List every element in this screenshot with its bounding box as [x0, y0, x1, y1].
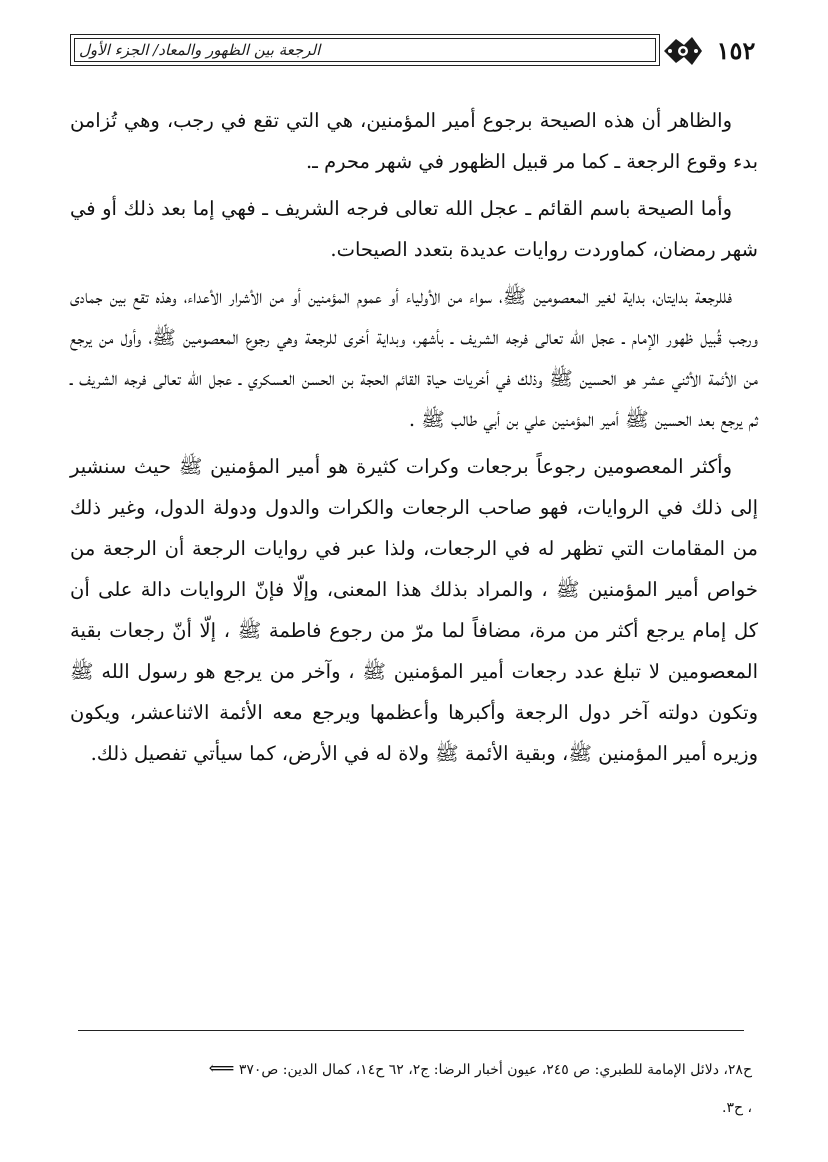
- paragraph: وأما الصيحة باسم القائم ـ عجل الله تعالى فرجه الشريف ـ فهي إما بعد ذلك أو في شهر رمضان، كماوردت روايات عديدة بتعدد الصيحات.: [70, 197, 758, 261]
- continuation-arrow-icon: ⟸: [208, 1058, 235, 1079]
- main-text: [70, 100, 758, 780]
- running-title: الرجعة بين الظهور والمعاد/ الجزء الأول: [79, 41, 321, 59]
- footnote-text: ح٢٨، دلائل الإمامة للطبري: ص ٢٤٥، عيون أخبار الرضا: ج٢، ٦٢ ح١٤، كمال الدين: ص٣٧٠: [238, 1062, 752, 1078]
- footnote: [72, 1050, 752, 1127]
- paragraph: والظاهر أن هذه الصيحة برجوع أمير المؤمنين، هي التي تقع في رجب، وهي تُزامن بدء وقوع الرجعة ـ كما مر قبيل الظهور في شهر محرم ـ.: [70, 109, 758, 173]
- paragraph: وأكثر المعصومين رجوعاً برجعات وكرات كثيرة هو أمير المؤمنين ﷺ حيث سنشير إلى ذلك في الروايات، فهو صاحب الرجعات والكرات والدول ودولة الدول، وغير ذلك من المقامات التي تظهر له في الرجعات، ولذا عبر في روايات الرجعة أن الرجعة من خواص أمير المؤمنين ﷺ ، والمراد بذلك هذا المعنى، وإلّا فإنّ الروايات دالة على أن كل إمام يرجع أكثر من مرة، مضافاً لما مرّ من رجوع فاطمة ﷺ ، إلّا أنّ رجعات بقية المعصومين لا تبلغ عدد رجعات أمير المؤمنين ﷺ ، وآخر من يرجع هو رسول الله ﷺ وتكون دولته آخر دول الرجعة وأكبرها وأعظمها ويرجع معه الأئمة الاثناعشر، ويكون وزيره أمير المؤمنين ﷺ، وبقية الأئمة ﷺ ولاة له في الأرض، كما سيأتي تفصيل ذلك.: [70, 455, 758, 765]
- page-number: ١٥٢: [716, 36, 756, 65]
- paragraph: فللرجعة بدايتان، بداية لغير المعصومين ﷺ، سواء من الأولياء أو عموم المؤمنين أو من الأشرار الأعداء، وهذه تقع بين جمادى ورجب قُبيل ظهور الإمام ـ عجل الله تعالى فرجه الشريف ـ بأشهر، وبداية أخرى للرجعة وهي رجوع المعصومين ﷺ، وأول من يرجع من الأئمة الأثني عشر هو الحسين ﷺ وذلك في أخريات حياة القائم الحجة بن الحسن العسكري ـ عجل الله تعالى فرجه الشريف ـ ثم يرجع بعد الحسين ﷺ أمير المؤمنين علي بن أبي طالب ﷺ .: [70, 285, 758, 431]
- footnote-line: ، ح٣.: [722, 1100, 752, 1116]
- running-header: [70, 34, 760, 72]
- header-frame: [70, 34, 660, 66]
- ornament-icon: [662, 34, 704, 68]
- footnote-line: [72, 1050, 752, 1089]
- footnote-divider: [78, 1030, 744, 1031]
